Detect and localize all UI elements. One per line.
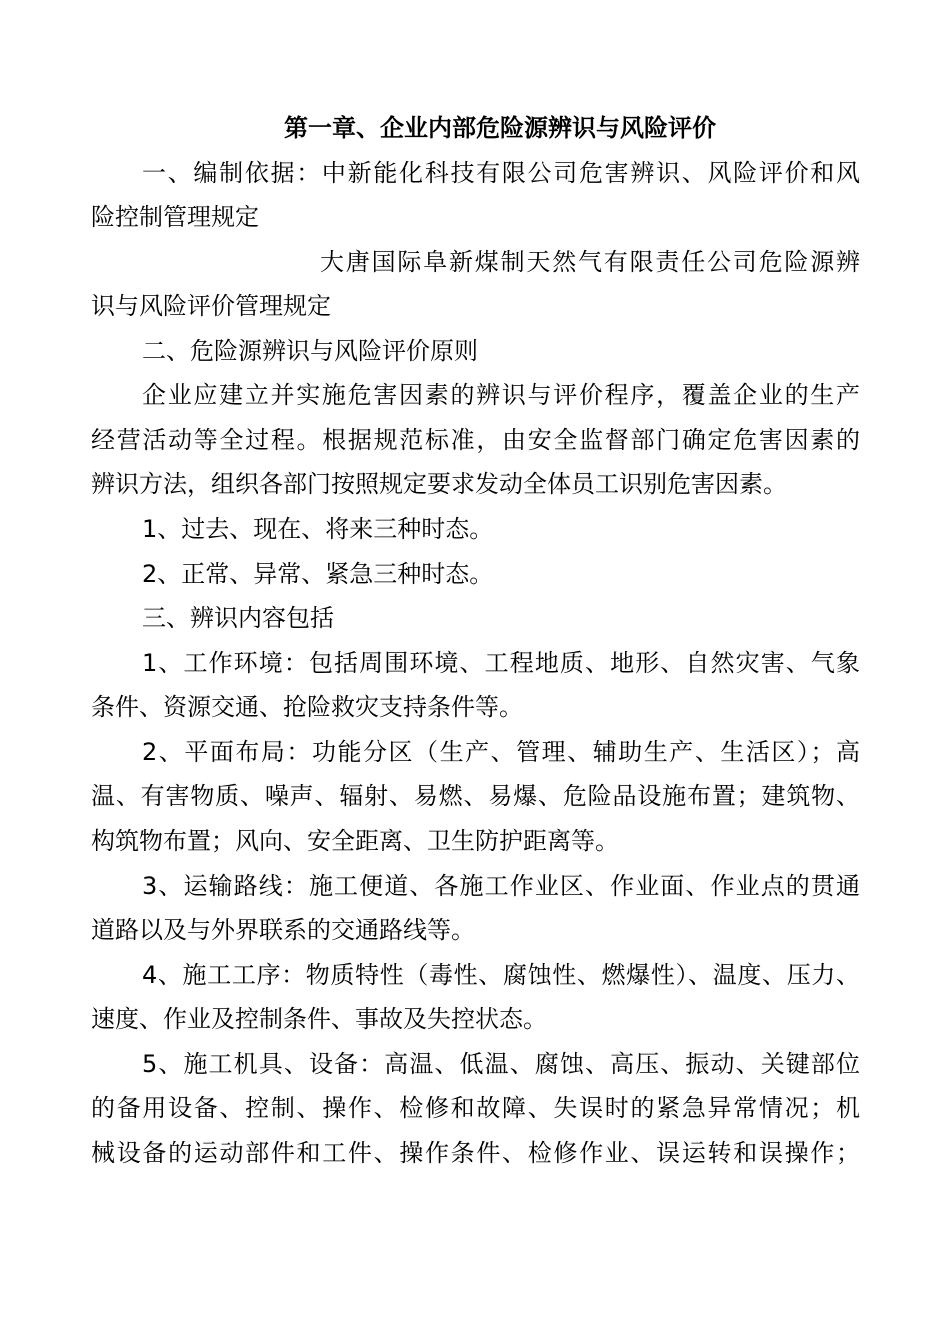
principle-line-1: 企业应建立并实施危害因素的辨识与评价程序，覆盖企业的生产 bbox=[142, 381, 860, 409]
env-line-2: 条件、资源交通、抢险救灾支持条件等。 bbox=[91, 693, 523, 721]
basis-line-2: 险控制管理规定 bbox=[91, 203, 259, 231]
process-line-2: 速度、作业及控制条件、事故及失控状态。 bbox=[91, 1005, 547, 1033]
layout-line-3: 构筑物布置；风向、安全距离、卫生防护距离等。 bbox=[91, 827, 619, 855]
env-line-1: 1、工作环境：包括周围环境、工程地质、地形、自然灾害、气象 bbox=[142, 649, 860, 677]
layout-line-2: 温、有害物质、噪声、辐射、易燃、易爆、危险品设施布置；建筑物、 bbox=[91, 782, 860, 810]
basis-line-4: 识与风险评价管理规定 bbox=[91, 292, 331, 320]
process-line-1: 4、施工工序：物质特性（毒性、腐蚀性、燃爆性）、温度、压力、 bbox=[142, 961, 860, 989]
basis-line-3: 大唐国际阜新煤制天然气有限责任公司危险源辨 bbox=[320, 248, 860, 276]
principle-line-3: 辨识方法，组织各部门按照规定要求发动全体员工识别危害因素。 bbox=[91, 470, 787, 498]
principle-heading: 二、危险源辨识与风险评价原则 bbox=[142, 337, 478, 365]
content-heading: 三、辨识内容包括 bbox=[142, 604, 334, 632]
equipment-line-2: 的备用设备、控制、操作、检修和故障、失误时的紧急异常情况；机 bbox=[91, 1094, 860, 1122]
basis-line-1: 一、编制依据：中新能化科技有限公司危害辨识、风险评价和风 bbox=[142, 159, 860, 187]
principle-line-2: 经营活动等全过程。根据规范标准，由安全监督部门确定危害因素的 bbox=[91, 426, 860, 454]
equipment-line-3: 械设备的运动部件和工件、操作条件、检修作业、误运转和误操作； bbox=[91, 1139, 860, 1167]
route-line-1: 3、运输路线：施工便道、各施工作业区、作业面、作业点的贯通 bbox=[142, 872, 860, 900]
state-item-1: 1、过去、现在、将来三种时态。 bbox=[142, 515, 494, 543]
chapter-title: 第一章、企业内部危险源辨识与风险评价 bbox=[284, 114, 716, 142]
equipment-line-1: 5、施工机具、设备：高温、低温、腐蚀、高压、振动、关键部位 bbox=[142, 1050, 860, 1078]
layout-line-1: 2、平面布局：功能分区（生产、管理、辅助生产、生活区）；高 bbox=[142, 738, 860, 766]
route-line-2: 道路以及与外界联系的交通路线等。 bbox=[91, 916, 475, 944]
state-item-2: 2、正常、异常、紧急三种时态。 bbox=[142, 560, 494, 588]
